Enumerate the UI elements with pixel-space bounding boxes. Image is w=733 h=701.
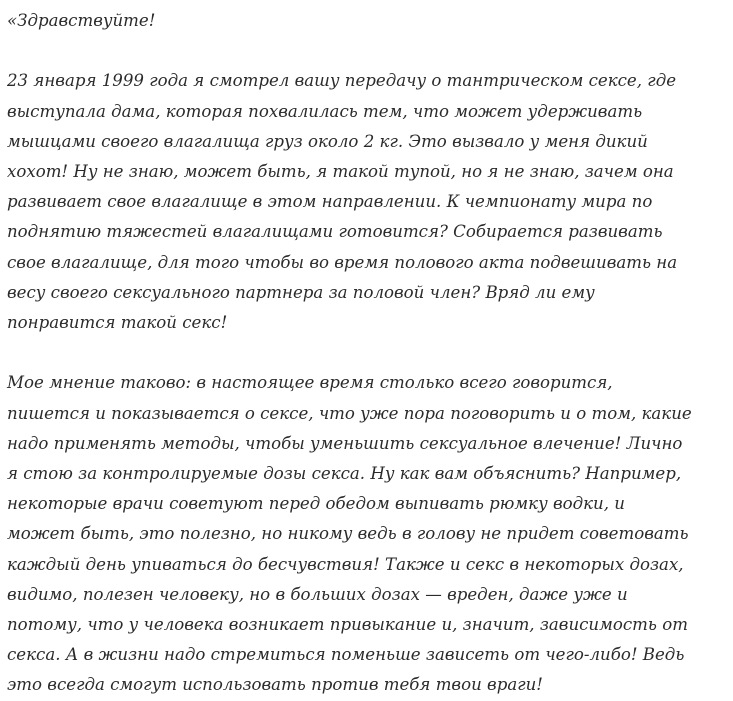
letter-greeting: «Здравствуйте! xyxy=(7,11,156,30)
letter-paragraph-2: Мое мнение таково: в настоящее время столько всего говорится, пишется и показывается о сексе, что уже пора поговорить и о том, какие надо применять методы, чтобы уменьшить сексуальное влечение! Лично я стою за контролируемые дозы секса. Ну как вам объяснить? Например, некоторые врачи советуют перед обедом выпивать рюмку водки, и может быть, это полезно, но никому ведь в голову не придет советовать каждый день упиваться до бесчувствия! Также и секс в некоторых дозах, видимо, полезен человеку, но в больших дозах — вреден, даже уже и потому, что у человека возникает привыкание и, значит, зависимость от секса. А в жизни надо стремиться поменьше зависеть от чего-либо! Ведь это всегда смогут использовать против тебя твои враги! xyxy=(7,373,692,695)
letter-paragraph-1: 23 января 1999 года я смотрел вашу передачу о тантрическом сексе, где выступала дама, которая похвалилась тем, что может удерживать мышцами своего влагалища груз около 2 кг. Это вызвало у меня дикий хохот! Ну не знаю, может быть, я такой тупой, но я не знаю, зачем она развивает свое влагалище в этом направлении. К чемпионату мира по поднятию тяжестей влагалищами готовится? Собирается развивать свое влагалище, для того чтобы во время полового акта подвешивать на весу своего сексуального партнера за половой член? Вряд ли ему понравится такой секс! xyxy=(7,71,678,333)
letter-text xyxy=(7,6,697,701)
